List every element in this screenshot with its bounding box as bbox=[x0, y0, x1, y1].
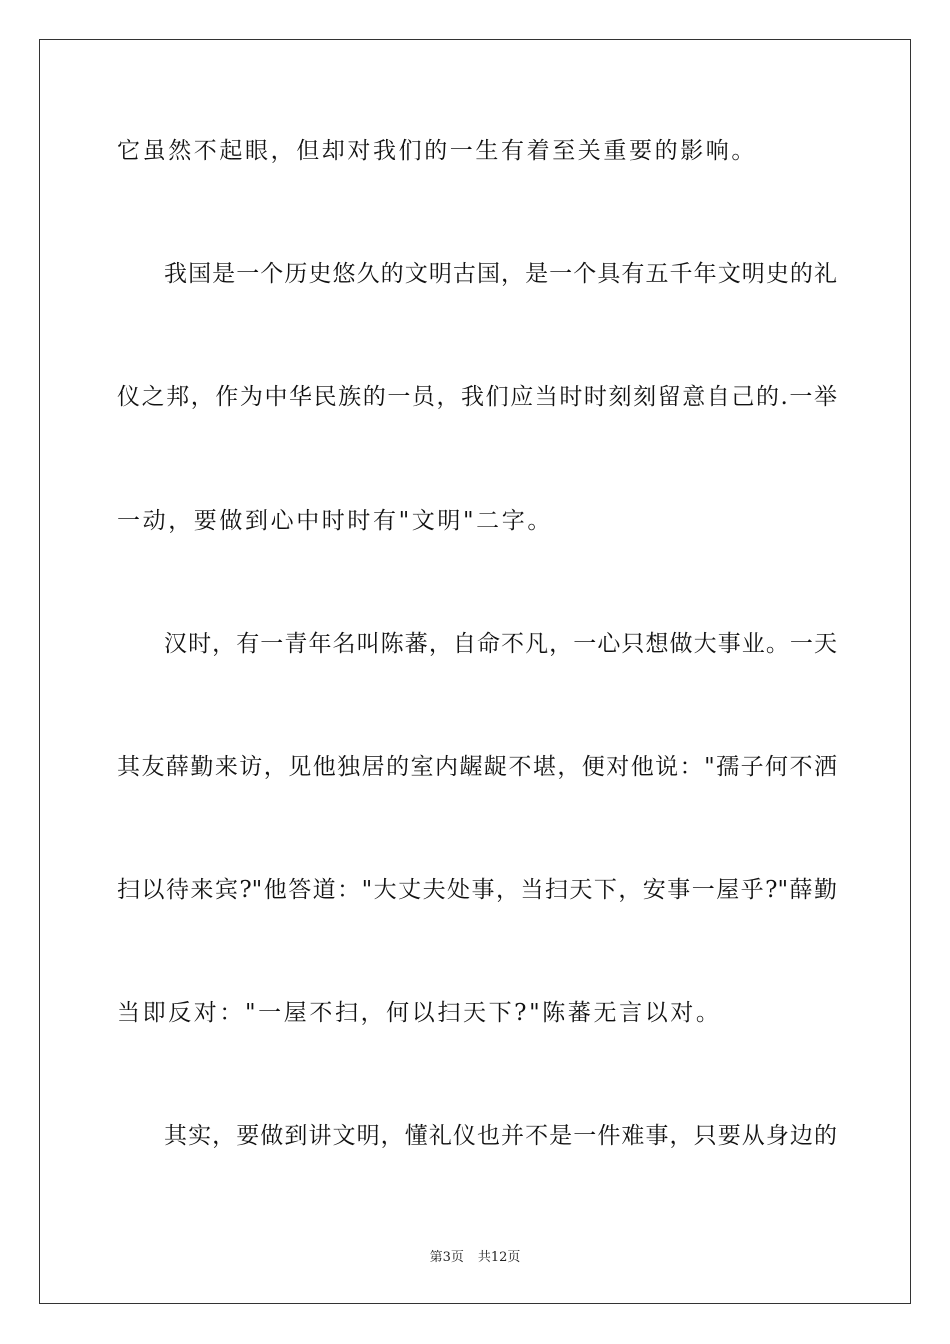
text-line-8: 当即反对："一屋不扫，何以扫天下?"陈蕃无言以对。 bbox=[117, 1000, 722, 1026]
page-footer bbox=[0, 1246, 950, 1265]
text-line-1: 它虽然不起眼，但却对我们的一生有着至关重要的影响。 bbox=[117, 138, 757, 164]
text-line-5: 汉时，有一青年名叫陈蕃，自命不凡，一心只想做大事业。一天 bbox=[164, 631, 837, 657]
text-line-2: 我国是一个历史悠久的文明古国，是一个具有五千年文明史的礼 bbox=[164, 261, 837, 287]
text-line-3: 仪之邦，作为中华民族的一员，我们应当时时刻刻留意自己的.一举 bbox=[117, 384, 837, 410]
text-line-9: 其实，要做到讲文明，懂礼仪也并不是一件难事，只要从身边的 bbox=[164, 1123, 837, 1149]
page-border bbox=[39, 39, 911, 1304]
page-number: 第3页 bbox=[429, 1250, 464, 1265]
page-total: 共12页 bbox=[477, 1250, 521, 1265]
text-line-7: 扫以待来宾?"他答道："大丈夫处事，当扫天下，安事一屋乎?"薛勤 bbox=[117, 877, 837, 903]
text-line-6: 其友薛勤来访，见他独居的室内龌龊不堪，便对他说："孺子何不洒 bbox=[117, 754, 837, 780]
text-line-4: 一动，要做到心中时时有"文明"二字。 bbox=[117, 508, 553, 534]
